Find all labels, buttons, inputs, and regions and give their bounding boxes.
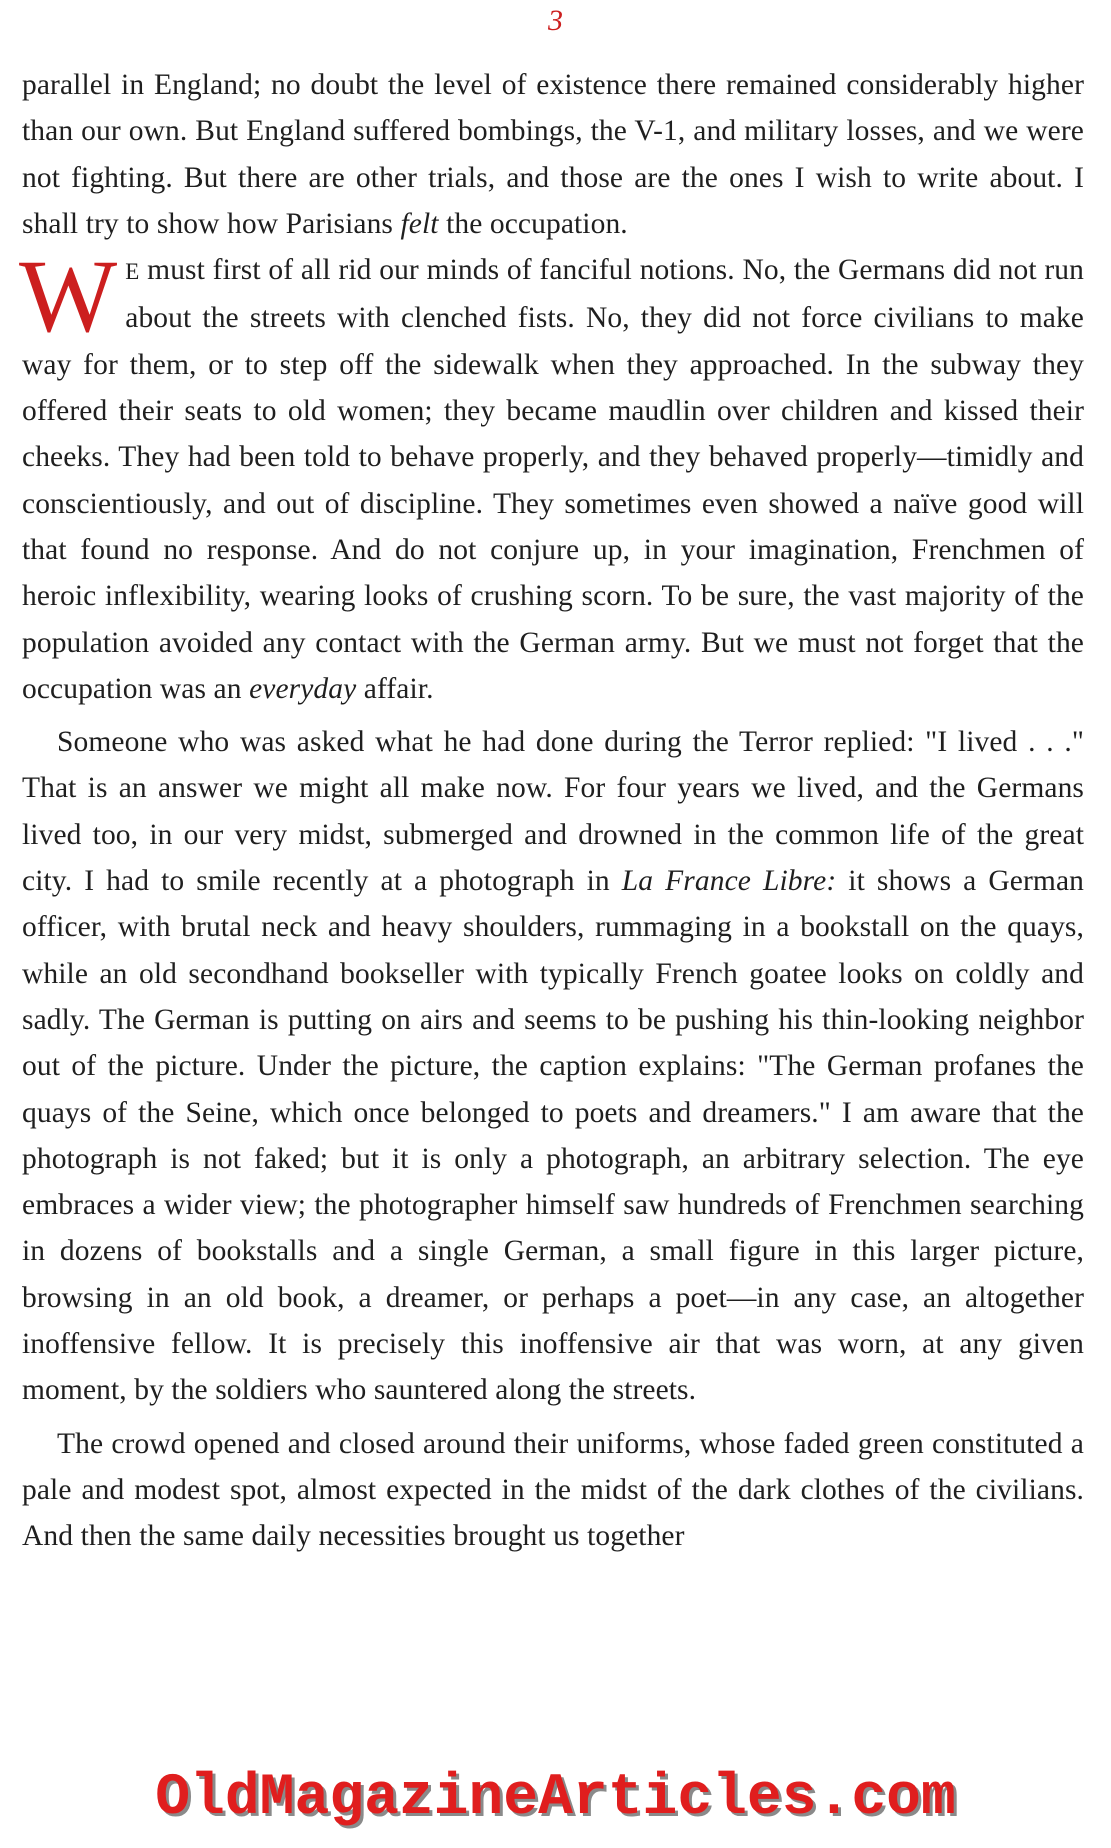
article-body <box>19 62 1085 1560</box>
paragraph-4 <box>22 1421 1084 1560</box>
emphasis-felt: felt <box>400 207 439 240</box>
emphasis-everyday: everyday <box>249 672 357 705</box>
watermark: OldMagazineArticles.com <box>155 1766 956 1831</box>
paragraph-3-text: Someone who was asked what he had done during the Terror replied: "I lived . . ." That is an answer we might all make now. For four years we lived, and the Germans lived too, in our very midst, submerged and drowned in the common life of the great city. I had to smile recently at a photograph in <box>22 726 1084 898</box>
paragraph-4-text: The crowd opened and closed around their uniforms, whose faded green constituted a pale and modest spot, almost expected in the midst of the dark clothes of the civilians. And then the same daily necessities brought us together <box>22 1427 1084 1553</box>
paragraph-1-end: the occupation. <box>438 207 628 240</box>
emphasis-la-france-libre: La France Libre: <box>621 865 837 898</box>
paragraph-1 <box>22 62 1084 247</box>
page-number: 3 <box>548 4 563 37</box>
drop-cap: W <box>19 239 118 355</box>
paragraph-3-end: it shows a German officer, with brutal neck and heavy shoulders, rummaging in a bookstall on the quays, while an old secondhand bookseller with typically French goatee looks on coldly and sadly. The German is putting on airs and seems to be pushing his thin-looking neighbor out of the picture. Under the picture, the caption explains: "The German profanes the quays of the Seine, which once belonged to poets and dreamers." I am aware that the photograph is not faked; but it is only a photograph, an arbitrary selection. The eye embraces a wider view; the photographer himself saw hundreds of Frenchmen searching in dozens of bookstalls and a single German, a small figure in this larger picture, browsing in an old book, a dreamer, or perhaps a poet—in any case, an altogether inoffensive fellow. It is precisely this inoffensive air that was worn, at any given moment, by the soldiers who sauntered along the streets. <box>22 865 1085 1407</box>
paragraph-1-text: parallel in England; no doubt the level of existence there remained considerably higher than our own. But England suffered bombings, the V-1, and military losses, and we were not fighting. But there are other trials, and those are the ones I wish to write about. I shall try to show how Parisians <box>22 69 1084 240</box>
paragraph-2 <box>19 239 1084 712</box>
small-caps-lead: E <box>125 259 140 285</box>
paragraph-2-text: must first of all rid our minds of fanciful notions. No, the Germans did not run about the streets with clenched fists. No, they did not force civilians to make way for them, or to step off the sidewalk when they approached. In the subway they offered their seats to old women; they became maudlin over children and kissed their cheeks. They had been told to behave properly, and they behaved properly—timidly and conscientiously, and out of discipline. They sometimes even showed a naïve good will that found no response. And do not conjure up, in your imagination, Frenchmen of heroic inflexibility, wearing looks of crushing scorn. To be sure, the vast majority of the population avoided any contact with the German army. But we must not forget that the occupation was an <box>22 254 1084 705</box>
paragraph-3 <box>22 719 1084 1413</box>
paragraph-2-end: affair. <box>356 672 434 705</box>
